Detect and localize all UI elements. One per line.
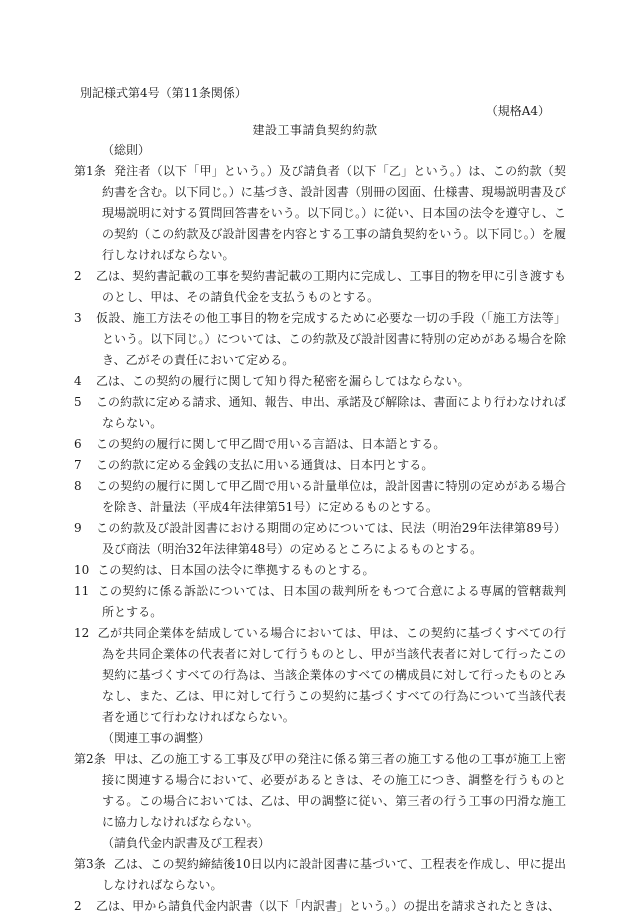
clause-text: 乙は、甲から請負代金内訳書（以下「内訳書」という。）の提出を請求されたときは、 xyxy=(96,899,560,913)
clause-text: この契約の履行に関して甲乙間で用いる計量単位は，設計図書に特別の定めがある場合を除き、計量法（平成4年法律第51号）に定めるものとする。 xyxy=(96,479,566,514)
clause: 2 乙は、契約書記載の工事を契約書記載の工期内に完成し、工事目的物を甲に引き渡すものとし、甲は、その請負代金を支払うものとする。 xyxy=(74,269,566,304)
clause: 6 この契約の履行に関して甲乙間で用いる言語は、日本語とする。 xyxy=(74,437,446,451)
clause-text: 乙が共同企業体を結成している場合においては、甲は、この契約に基づくすべての行為を共同企業体の代表者に対して行うものとし、甲が当該代表者に対して行ったこの契約に基づくすべての行為は、当該企業体のすべての構成員に対して行ったものとみなし、また、乙は、甲に対して行うこの契約に基づくすべての行為について当該代表者を通じて行わなければならない。 xyxy=(97,626,566,724)
clause-text: 甲は、乙の施工する工事及び甲の発注に係る第三者の施工する他の工事が施工上密接に関連する場合において、必要があるときは、その施工につき、調整を行うものとする。この場合においては、乙は、甲の調整に従い、第三者の行う工事の円滑な施工に協力しなければならない。 xyxy=(102,752,566,829)
clause xyxy=(74,161,566,266)
section-heading: （総則） xyxy=(102,143,151,157)
clause xyxy=(74,854,566,896)
clause: 3 仮設、施工方法その他工事目的物を完成するために必要な一切の手段（「施工方法等」という。以下同じ。）については、この約款及び設計図書に特別の定めがある場合を除き、乙がその責任において定める。 xyxy=(74,311,566,367)
clause-text: この契約の履行に関して甲乙間で用いる言語は、日本語とする。 xyxy=(96,437,446,451)
clause-number: 11 xyxy=(74,584,90,598)
clause xyxy=(74,581,566,623)
clause-number: 10 xyxy=(74,563,90,577)
clause-number: 第3条 xyxy=(74,857,106,871)
clause xyxy=(74,560,566,581)
paper-spec: （規格A4） xyxy=(485,104,550,118)
clause xyxy=(74,623,566,728)
clause-text: この約款に定める請求、通知、報告、申出、承諾及び解除は、書面により行わなければならない。 xyxy=(96,395,566,430)
clause-text: この契約に係る訴訟については、日本国の裁判所をもつて合意による専属的管轄裁判所とする。 xyxy=(97,584,566,619)
clause-number: 第2条 xyxy=(74,752,106,766)
clause-text: この約款及び設計図書における期間の定めについては、民法（明治29年法律第89号）及び商法（明治32年法律第48号）の定めるところによるものとする。 xyxy=(96,521,566,556)
clause: 4 乙は、この契約の履行に関して知り得た秘密を漏らしてはならない。 xyxy=(74,374,470,388)
clause: 5 この約款に定める請求、通知、報告、申出、承諾及び解除は、書面により行わなければならない。 xyxy=(74,395,566,430)
section-heading: （関連工事の調整） xyxy=(102,731,211,745)
clause-number: 第1条 xyxy=(74,164,106,178)
clause-number: 12 xyxy=(74,626,90,640)
clause-text: この契約は、日本国の法令に準拠するものとする。 xyxy=(97,563,375,577)
clause-text: 乙は、契約書記載の工事を契約書記載の工期内に完成し、工事目的物を甲に引き渡すものとし、甲は、その請負代金を支払うものとする。 xyxy=(96,269,566,304)
clause: 2 乙は、甲から請負代金内訳書（以下「内訳書」という。）の提出を請求されたときは、 xyxy=(74,899,560,913)
document-title: 建設工事請負契約約款 xyxy=(252,123,378,137)
clause-text: 仮設、施工方法その他工事目的物を完成するために必要な一切の手段（「施工方法等」という。以下同じ。）については、この約款及び設計図書に特別の定めがある場合を除き、乙がその責任において定める。 xyxy=(96,311,566,367)
clause-text: 発注者（以下「甲」という。）及び請負者（以下「乙」という。）は、この約款（契約書を含む。以下同じ。）に基づき、設計図書（別冊の図面、仕様書、現場説明書及び現場説明に対する質問回答書をいう。以下同じ。）に従い、日本国の法令を遵守し、この契約（この約款及び設計図書を内容とする工事の請負契約をいう。以下同じ。）を履行しなければならない。 xyxy=(102,164,566,262)
clause: 7 この約款に定める金銭の支払に用いる通貨は、日本円とする。 xyxy=(74,458,434,472)
clause-text: 乙は、この契約の履行に関して知り得た秘密を漏らしてはならない。 xyxy=(96,374,470,388)
section-heading: （請負代金内訳書及び工程表） xyxy=(102,836,271,850)
document-body xyxy=(74,140,566,917)
clause: 8 この契約の履行に関して甲乙間で用いる計量単位は，設計図書に特別の定めがある場合を除き、計量法（平成4年法律第51号）に定めるものとする。 xyxy=(74,479,566,514)
form-label: 別記様式第4号（第11条関係） xyxy=(80,86,247,100)
clause-text: 乙は、この契約締結後10日以内に設計図書に基づいて、工程表を作成し、甲に提出しなければならない。 xyxy=(102,857,566,892)
clause-text: この約款に定める金銭の支払に用いる通貨は、日本円とする。 xyxy=(96,458,434,472)
clause xyxy=(74,749,566,833)
clause: 9 この約款及び設計図書における期間の定めについては、民法（明治29年法律第89号）及び商法（明治32年法律第48号）の定めるところによるものとする。 xyxy=(74,521,566,556)
